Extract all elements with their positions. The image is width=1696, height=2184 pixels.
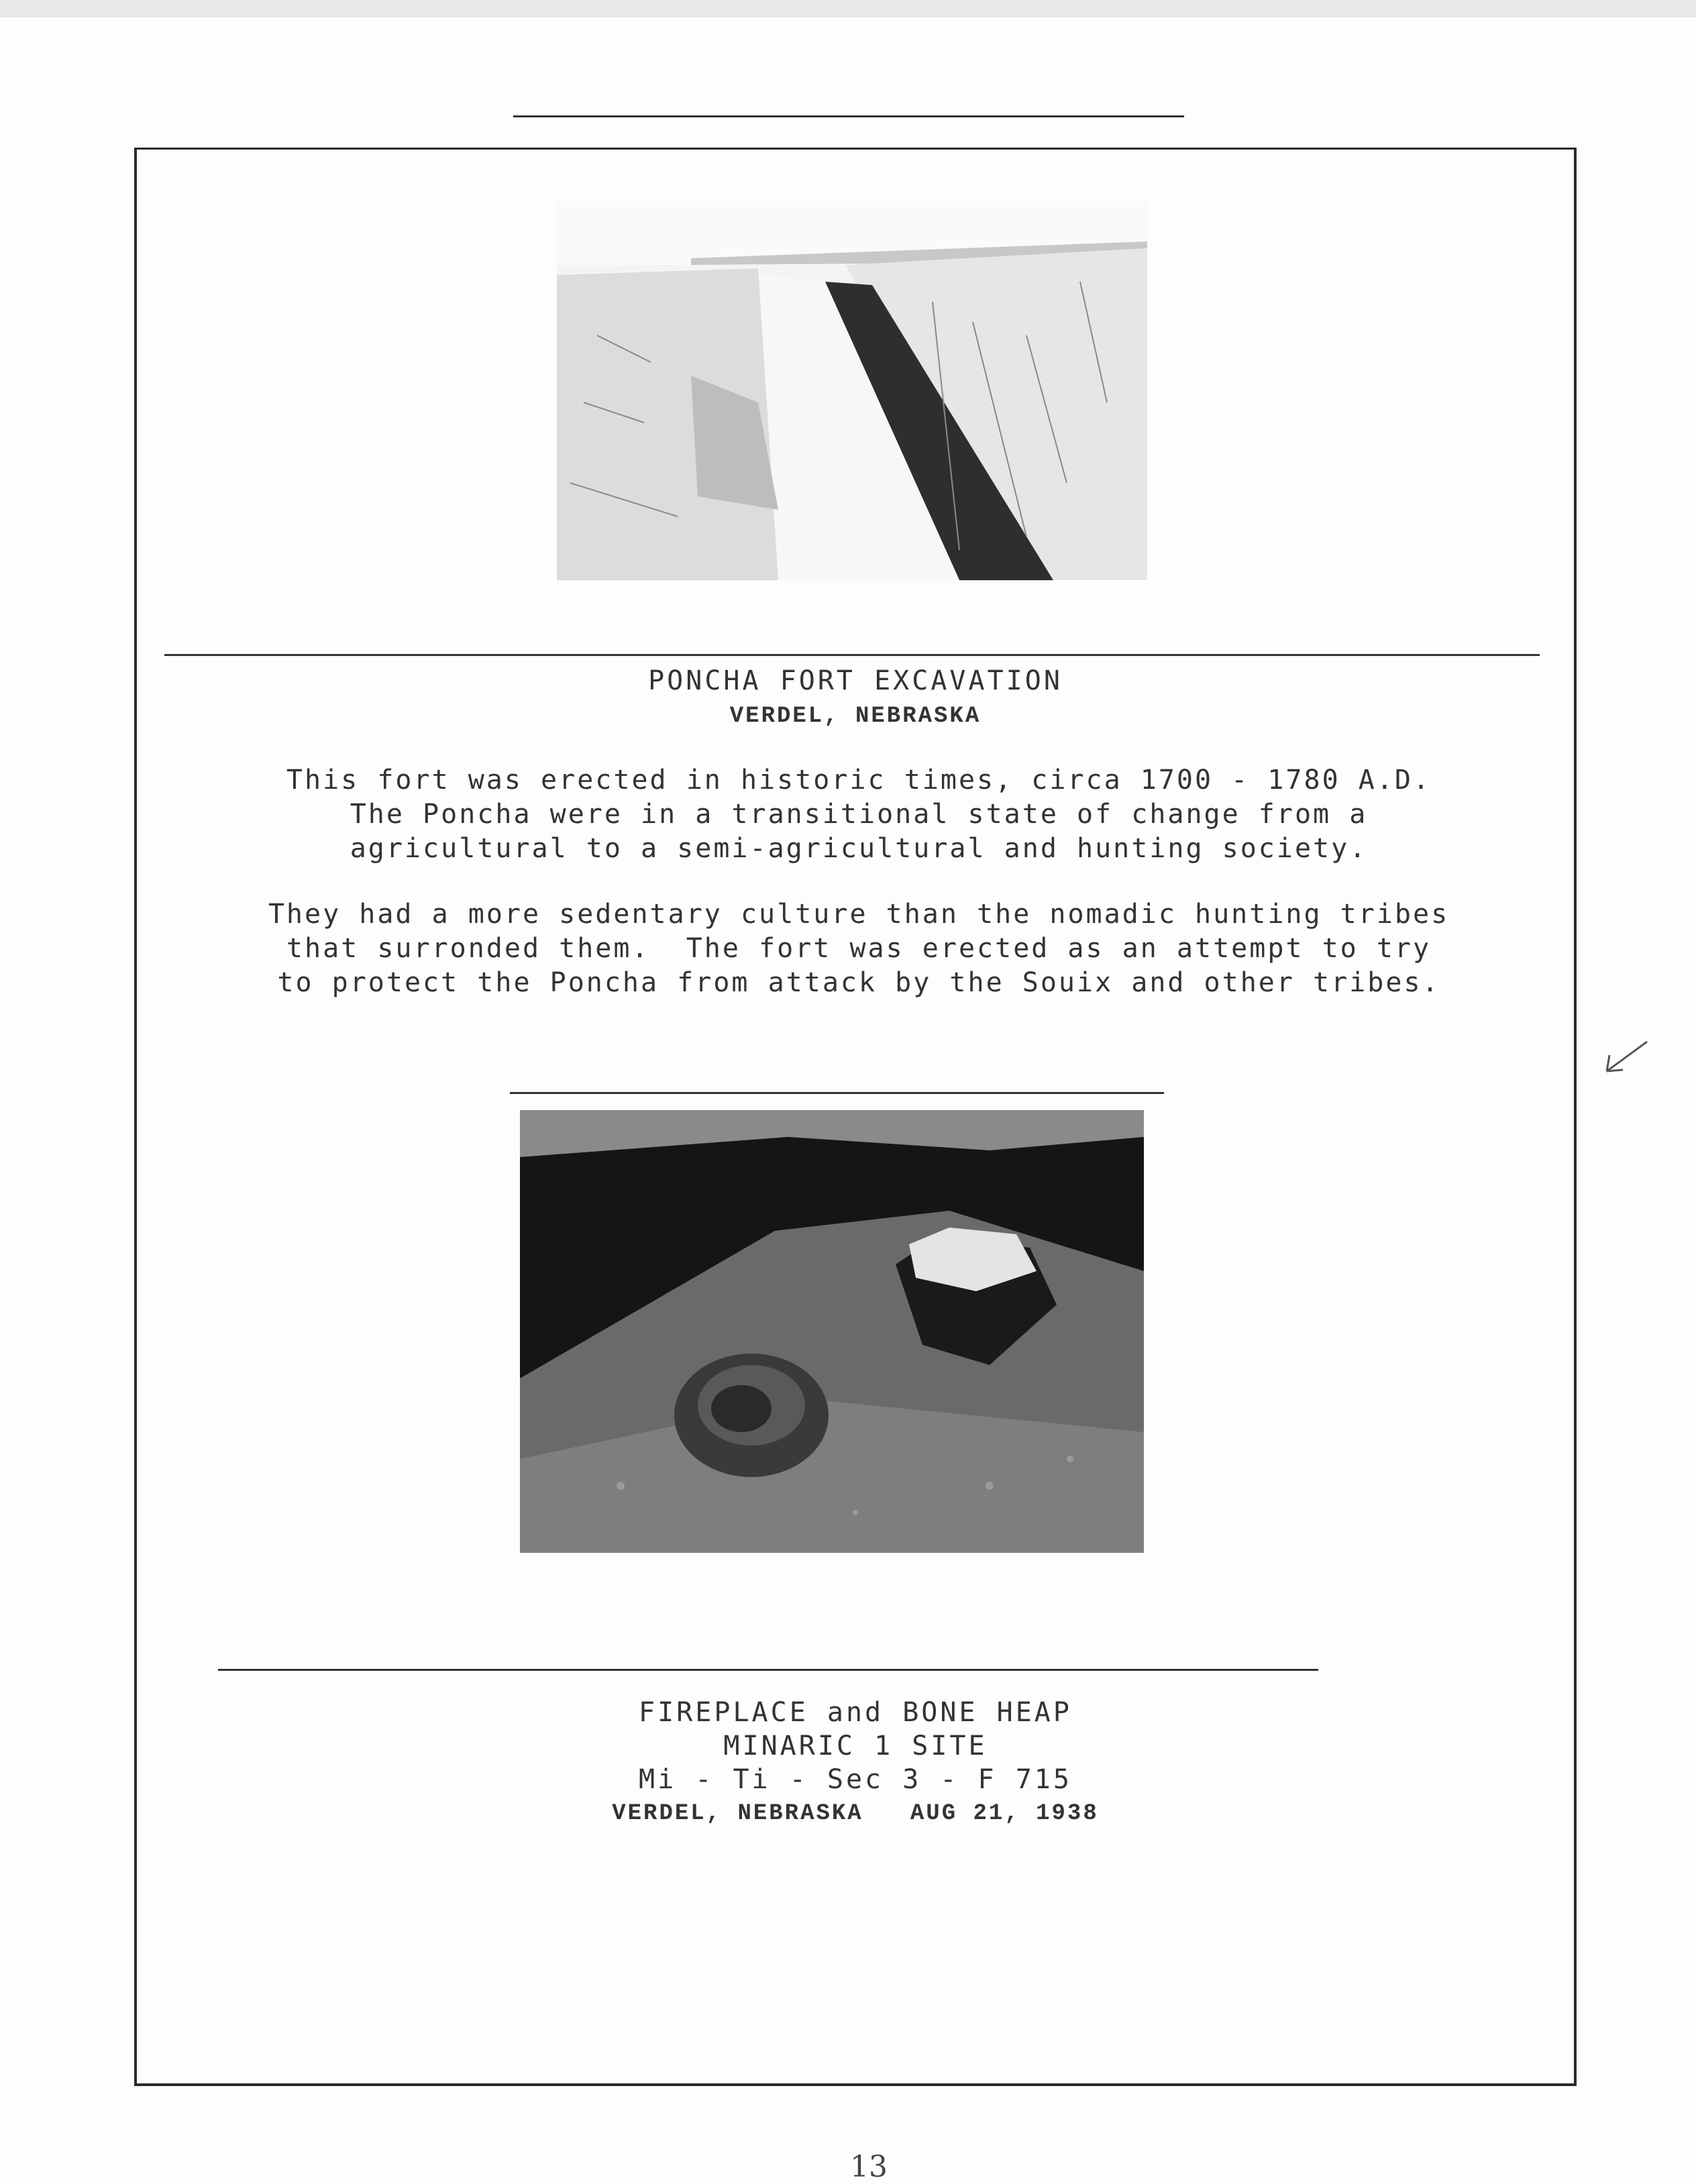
figure2-location-date: VERDEL, NEBRASKA AUG 21, 1938 [612, 1801, 1099, 1826]
description-paragraph-1 [161, 763, 1556, 866]
figure2-site: MINARIC 1 SITE [723, 1731, 988, 1761]
fireplace-bone-heap-photo [520, 1110, 1144, 1553]
margin-arrow-icon [1600, 1036, 1654, 1077]
paragraph-line: that surronded them. The fort was erected as an attempt to try [286, 933, 1432, 964]
figure1-subtitle: VERDEL, NEBRASKA [729, 704, 982, 729]
description-paragraph-2 [161, 897, 1556, 1000]
paragraph-line: They had a more sedentary culture than the nomadic hunting tribes [268, 899, 1450, 930]
caption2-rule [218, 1669, 1318, 1671]
figure2-title: FIREPLACE and BONE HEAP [639, 1697, 1072, 1728]
scan-edge [0, 0, 1696, 17]
paragraph-line: to protect the Poncha from attack by the Souix and other tribes. [277, 967, 1440, 998]
page-number: 13 [850, 2150, 888, 2184]
paragraph-line: This fort was erected in historic times, circa 1700 - 1780 A.D. [286, 765, 1432, 796]
top-short-rule [513, 115, 1184, 117]
paragraph-line: agricultural to a semi-agricultural and hunting society. [350, 833, 1368, 864]
paragraph-line: The Poncha were in a transitional state of change from a [350, 799, 1368, 830]
caption1-rule [164, 654, 1540, 656]
excavation-trench-photo [557, 201, 1147, 580]
photo2-top-rule [510, 1092, 1164, 1094]
figure2-code: Mi - Ti - Sec 3 - F 715 [639, 1764, 1072, 1795]
figure1-title: PONCHA FORT EXCAVATION [648, 665, 1063, 696]
